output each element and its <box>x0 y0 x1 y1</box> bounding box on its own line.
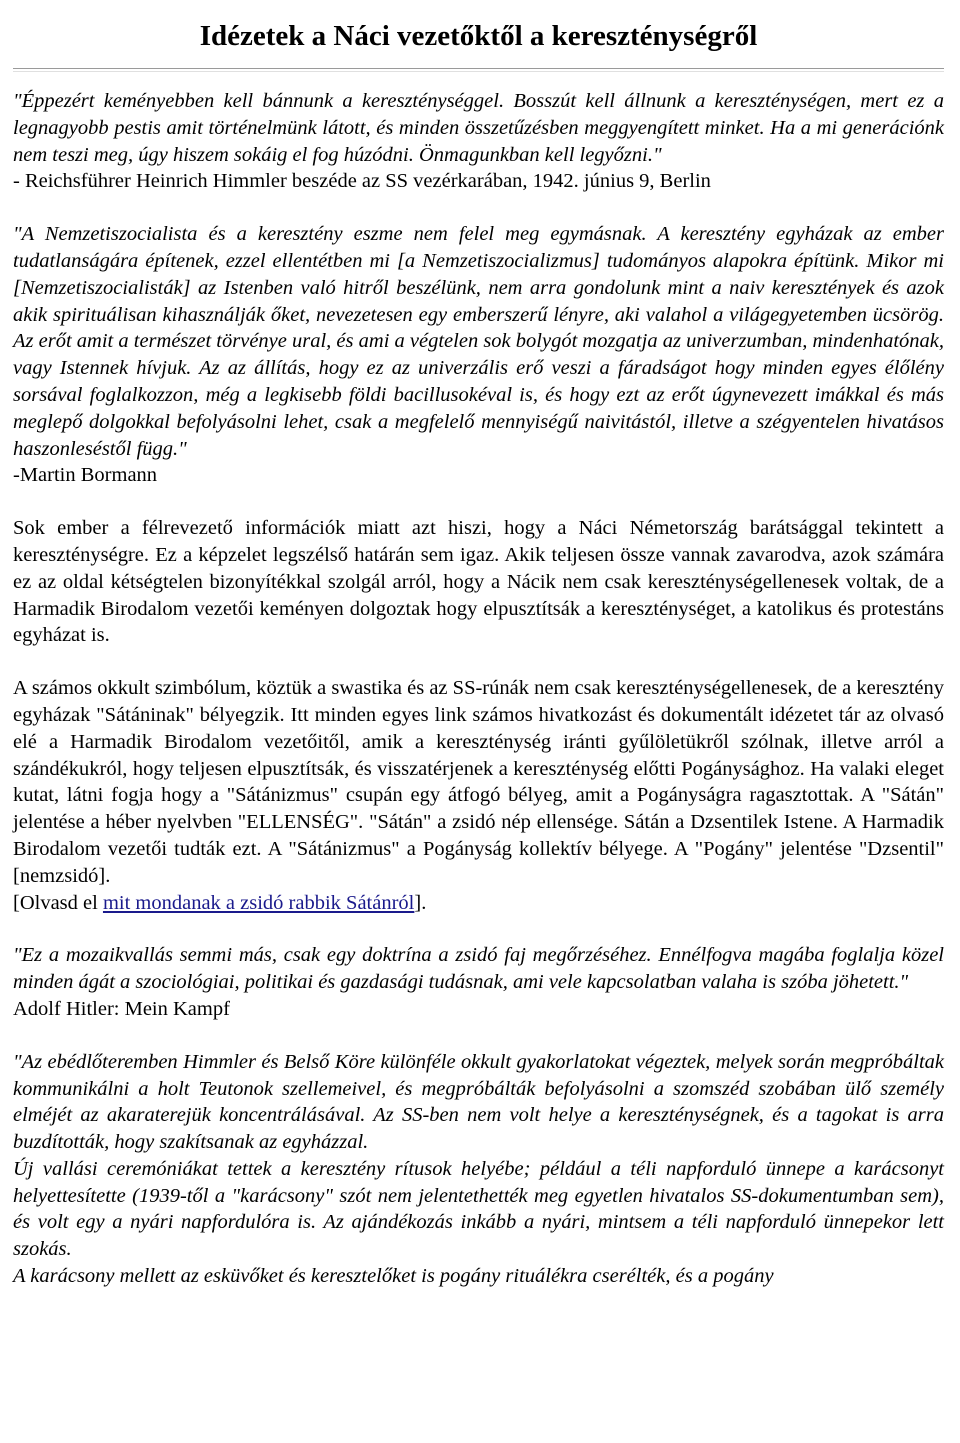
rabbis-satan-link[interactable]: mit mondanak a zsidó rabbik Sátánról <box>102 891 415 914</box>
intro-paragraph: Sok ember a félrevezető információk miatt azt hiszi, hogy a Náci Németország barátsággal tekintett a kereszténységre. Ez a képzelet legszélső határán sem igaz. Akik teljesen össze vannak zavarodva, azok számára ez az oldal kétségtelen bizonyítékkal szolgál arról, hogy a Nácik nem csak kereszténységellenesek voltak, de a Harmadik Birodalom vezetői keményen dolgoztak hogy elpusztítsák a kereszténységet, a katolikus és protestáns egyházat is. <box>13 517 944 647</box>
bormann-quote-block <box>13 221 944 489</box>
bormann-attribution: -Martin Bormann <box>13 464 158 487</box>
read-more-line <box>13 890 944 917</box>
read-prefix: [Olvasd el <box>13 891 103 914</box>
himmler-attribution: - Reichsführer Heinrich Himmler beszéde az SS vezérkarában, 1942. június 9, Berlin <box>13 170 711 193</box>
hitler-quote: "Ez a mozaikvallás semmi más, csak egy doktrína a zsidó faj megőrzéséhez. Ennélfogva magába foglalja közel minden ágát a szociológiai, politikai és gazdasági tudásnak, ami vele kapcsolatban valaha is szóba jöhetett." <box>13 944 944 994</box>
bormann-quote: "A Nemzetiszocialista és a keresztény eszme nem felel meg egymásnak. A keresztény egyházak az ember tudatlanságára építenek, ezzel ellentétben mi [a Nemzetiszocializmus] tudományos alapokra építünk. Mikor mi [Nemzetiszocialisták] az Istenben való hitről beszélünk, nem arra gondolunk mint a naiv keresztények és azok akik spirituálisan kihasználják őket, nevezetesen egy emberszerű lényre, aki valahol a világegyetemben ücsörög. Az erőt amit a természet törvénye ural, és ami a végtelen sok bolygót mozgatja az univerzumban, mindenhatónak, vagy Istennek hívjuk. Az az állítás, hogy ez az univerzális erő veszi a fáradságot hogy minden egyes élőlény sorsával foglalkozzon, még a legkisebb földi bacillusokéval is, és hogy ezt az erőt úgynevezett imákkal és más meglepő dolgokkal befolyásolni lehet, csak a megfelelő mennyiségű naivitástól, illetve a szégyentelen hivatásos haszonleséstől függ." <box>13 223 944 460</box>
read-suffix: ]. <box>414 891 427 914</box>
title-divider <box>13 68 944 72</box>
occult-paragraph <box>13 675 944 916</box>
himmler-quote: "Éppezért keményebben kell bánnunk a kereszténységgel. Bosszút kell állnunk a kereszténységen, mert ez a legnagyobb pestis amit történelmünk látott, és minden összetűzésben meggyengített minket. Ha a mi generációnk nem teszi meg, úgy hiszem sokáig el fog húzódni. Önmagunkban kell legyőzni." <box>13 90 944 166</box>
dining-quote-part-2: Új vallási ceremóniákat tettek a keresztény rítusok helyébe; például a téli napforduló ünnepe a karácsonyt helyettesítette (1939-től a "karácsony" szót nem jelentethették meg egyetlen hivatalos SS-dokumentumban sem), és volt egy a nyári napfordulóra is. Az ajándékozás inkább a nyári, mintsem a téli napforduló ünnepekor lett szokás. <box>13 1157 944 1261</box>
page-title: Idézetek a Náci vezetőktől a kereszténységről <box>199 20 758 52</box>
hitler-attribution: Adolf Hitler: Mein Kampf <box>13 997 230 1020</box>
himmler-quote-block <box>13 88 944 195</box>
hitler-quote-block <box>13 942 944 1022</box>
dining-room-quote <box>13 1049 944 1290</box>
occult-text: A számos okkult szimbólum, köztük a swastika és az SS-rúnák nem csak kereszténységellenesek, de a keresztény egyházak "Sátáninak" bélyegzik. Itt minden egyes link számos hivatkozást és dokumentált idézetet tár az olvasó elé a Harmadik Birodalom vezetőitől, amik a kereszténység iránti gyűlöletükről szólnak, illetve arról a szándékukról, hogy teljesen elpusztítsák, és visszatérjenek a kereszténység előtti Pogánysághoz. Ha valaki eleget kutat, látni fogja hogy a "Sátánizmus" csupán egy átfogó bélyeg, amit a Pogányságra ragasztottak. A "Sátán" jelentése a héber nyelvben "ELLENSÉG". "Sátán" a zsidó nép ellensége. Sátán a Dzsentilek Istene. A Harmadik Birodalom vezetői tudták ezt. A "Sátánizmus" a Pogányság kollektív bélyege. A "Pogány" jelentése "Dzsentil" [nemzsidó]. <box>13 677 944 887</box>
dining-quote-part-1: "Az ebédlőteremben Himmler és Belső Köre különféle okkult gyakorlatokat végeztek, melyek során megpróbáltak kommunikálni a holt Teutonok szellemeivel, és megpróbálták befolyásolni a szomszéd szobában ülő személy elméjét az akaraterejük koncentrálásával. Az SS-ben nem volt helye a kereszténységnek, és a tagokat is arra buzdították, hogy szakítsanak az egyházzal. <box>13 1050 944 1154</box>
dining-quote-part-3: A karácsony mellett az esküvőket és keresztelőket is pogány rituálékra cserélték, és a pogány <box>13 1265 774 1288</box>
